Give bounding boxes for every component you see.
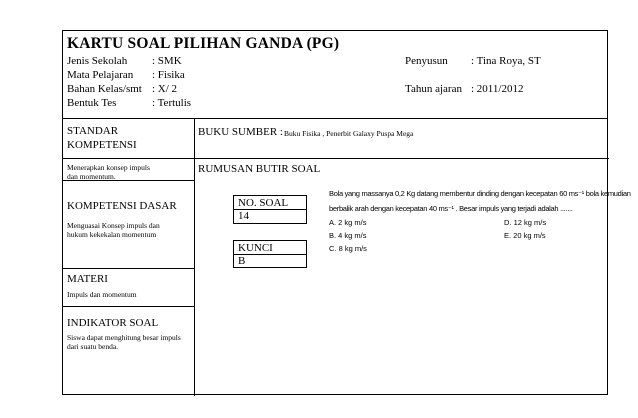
no-soal-box <box>233 195 307 224</box>
standar-title-1: STANDAR <box>67 125 119 137</box>
year-label: Tahun ajaran <box>405 83 462 95</box>
school-value: : SMK <box>152 55 182 67</box>
question-card <box>62 30 631 395</box>
kd-text-1: Menguasai Konsep impuls dan <box>67 221 160 230</box>
kunci-value: B <box>238 255 246 267</box>
card-header <box>63 31 607 119</box>
no-soal-label: NO. SOAL <box>238 197 289 209</box>
left-divider-1 <box>63 158 194 159</box>
no-soal-value: 14 <box>238 210 249 222</box>
column-divider <box>194 119 195 396</box>
option-d: D. 12 kg m/s <box>504 218 547 227</box>
subject-value: : Fisika <box>152 69 185 81</box>
question-line-1: Bola yang massanya 0,2 Kg datang membentur dinding dengan kecepatan 60 ms⁻¹ bola kemudian <box>329 189 631 198</box>
kunci-box <box>233 240 307 268</box>
card-title: KARTU SOAL PILIHAN GANDA (PG) <box>67 35 340 52</box>
author-label: Penyusun <box>405 55 448 67</box>
class-value: : X/ 2 <box>152 83 178 95</box>
materi-text: Impuls dan momentum <box>67 290 137 299</box>
question-line-2: berbalik arah dengan kecepatan 40 ms⁻¹ . Besar impuls yang terjadi adalah ....... <box>329 204 573 213</box>
right-divider-1 <box>194 158 609 159</box>
indikator-text-1: Siswa dapat menghitung besar impuls <box>67 333 181 342</box>
left-divider-4 <box>63 306 194 307</box>
standar-text-1: Menerapkan konsep impuls <box>67 163 150 172</box>
author-value: : Tina Roya, ST <box>471 55 541 67</box>
school-label: Jenis Sekolah <box>67 55 128 67</box>
test-label: Bentuk Tes <box>67 97 117 109</box>
kd-text-2: hukum kekekalan momentum <box>67 230 157 239</box>
standar-title-2: KOMPETENSI <box>67 139 137 151</box>
materi-title: MATERI <box>67 273 108 285</box>
option-c: C. 8 kg m/s <box>329 244 367 253</box>
option-e: E. 20 kg m/s <box>504 231 546 240</box>
indikator-text-2: dari suatu benda. <box>67 342 119 351</box>
subject-label: Mata Pelajaran <box>67 69 134 81</box>
left-divider-3 <box>63 268 194 269</box>
buku-sumber-label: BUKU SUMBER : <box>198 126 283 138</box>
kunci-label: KUNCI <box>238 242 273 254</box>
year-value: : 2011/2012 <box>471 83 524 95</box>
kd-title: KOMPETENSI DASAR <box>67 200 177 212</box>
rumusan-title: RUMUSAN BUTIR SOAL <box>198 163 321 175</box>
buku-sumber-value: Buku Fisika , Penerbit Galaxy Puspa Mega <box>284 129 414 138</box>
indikator-title: INDIKATOR SOAL <box>67 317 159 329</box>
class-label: Bahan Kelas/smt <box>67 83 142 95</box>
standar-text-2: dan momentum. <box>67 172 116 181</box>
test-value: : Tertulis <box>152 97 192 109</box>
option-b: B. 4 kg m/s <box>329 231 367 240</box>
option-a: A. 2 kg m/s <box>329 218 367 227</box>
